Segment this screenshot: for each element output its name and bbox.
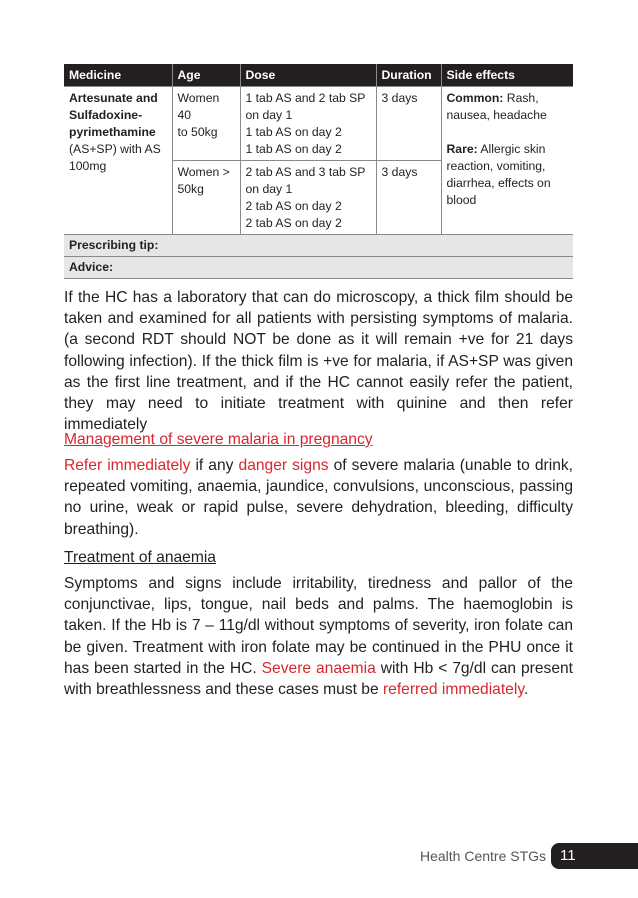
anaemia-text-1: Symptoms and signs include irritability, tiredness and pallor of the conjunctivae, lips, tongue, nail beds and palms. The haemoglobin is taken. If the Hb is 7 – 11g/dl without symptoms of severity, iron folate can be given. Treatment with iron folate may be continued in the PHU once it has been started in the HC. — [64, 575, 573, 677]
header-age: Age — [172, 64, 240, 87]
severe-text-2: of severe malaria (unable to drink, repeated vomiting, anaemia, jaundice, convulsions, unconscious, passing no urine, weak or rapid pulse, severe dehydration, bleeding, difficulty breathing). — [64, 457, 574, 538]
dose-line: 2 tab AS and 3 tab SP — [245, 165, 366, 179]
medicine-table-container — [64, 64, 573, 279]
age-line: 50kg — [177, 182, 204, 196]
anaemia-text-2: with Hb < 7g/dl can present with breathlessness and these cases must be — [64, 659, 574, 699]
duration-cell: 3 days — [376, 161, 441, 235]
dose-line: 2 tab AS on day 2 — [245, 216, 342, 230]
table-header-row — [64, 64, 573, 87]
medicine-detail-line: (AS+SP) with AS — [69, 142, 161, 156]
table-row — [64, 87, 573, 161]
common-text: Rash, — [503, 91, 539, 105]
medicine-table — [64, 64, 573, 279]
dose-line: 1 tab AS and 2 tab SP — [245, 91, 366, 105]
severe-anaemia-text: Severe anaemia — [261, 659, 376, 677]
severe-malaria-paragraph — [64, 455, 573, 540]
age-line: Women 40 — [177, 91, 220, 122]
dose-line: 2 tab AS on day 2 — [245, 199, 342, 213]
header-dose: Dose — [240, 64, 376, 87]
refer-immediately-text: Refer immediately — [64, 457, 191, 474]
duration-cell: 3 days — [376, 87, 441, 161]
dose-line: on day 1 — [245, 182, 293, 196]
medicine-detail-line: 100mg — [69, 159, 107, 173]
age-cell — [172, 161, 240, 235]
dose-line: 1 tab AS on day 2 — [245, 142, 342, 156]
header-medicine: Medicine — [64, 64, 172, 87]
header-duration: Duration — [376, 64, 441, 87]
age-cell — [172, 87, 240, 161]
rare-text-line: blood — [446, 193, 477, 207]
prescribing-tip-row — [64, 235, 573, 257]
header-side-effects: Side effects — [441, 64, 573, 87]
dose-line: 1 tab AS on day 2 — [245, 125, 342, 139]
prescribing-tip-label: Prescribing tip: — [64, 235, 573, 257]
microscopy-paragraph: If the HC has a laboratory that can do microscopy, a thick film should be taken and examined for all patients with persisting symptoms of malaria. (a second RDT should NOT be done as it will remain +ve for 21 days following infection). If the thick film is +ve for malaria, if AS+SP was given as the first line treatment, and if the HC cannot easily refer the patient, they may need to initiate treatment with quinine and then refer immediately — [64, 289, 573, 434]
danger-signs-text: danger signs — [238, 457, 329, 474]
anaemia-paragraph — [64, 573, 573, 700]
rare-text-line: reaction, vomiting, — [446, 159, 546, 173]
medicine-name-line: Sulfadoxine- — [69, 108, 143, 122]
medicine-name-line: Artesunate and — [69, 91, 158, 105]
age-line: to 50kg — [177, 125, 218, 139]
footer-title: Health Centre STGs — [420, 848, 547, 864]
common-label: Common: — [446, 91, 504, 105]
dose-cell — [240, 87, 376, 161]
common-text-line: nausea, headache — [446, 108, 547, 122]
side-effects-cell — [441, 87, 573, 235]
severe-malaria-heading: Management of severe malaria in pregnancy — [64, 431, 373, 448]
dose-cell — [240, 161, 376, 235]
age-line: Women > — [177, 165, 230, 179]
anaemia-text-3: . — [523, 681, 529, 699]
anaemia-heading: Treatment of anaemia — [64, 549, 216, 566]
advice-label: Advice: — [64, 257, 573, 279]
advice-row — [64, 257, 573, 279]
rare-label: Rare: — [446, 142, 478, 156]
medicine-name-line: pyrimethamine — [69, 125, 156, 139]
rare-text: Allergic skin — [477, 142, 546, 156]
medicine-cell — [64, 87, 172, 235]
rare-text-line: diarrhea, effects on — [446, 176, 551, 190]
referred-immediately-text: referred immediately — [382, 681, 524, 699]
page-number-badge: 11 — [551, 843, 638, 869]
dose-line: on day 1 — [245, 108, 293, 122]
severe-text-1: if any — [190, 457, 239, 474]
